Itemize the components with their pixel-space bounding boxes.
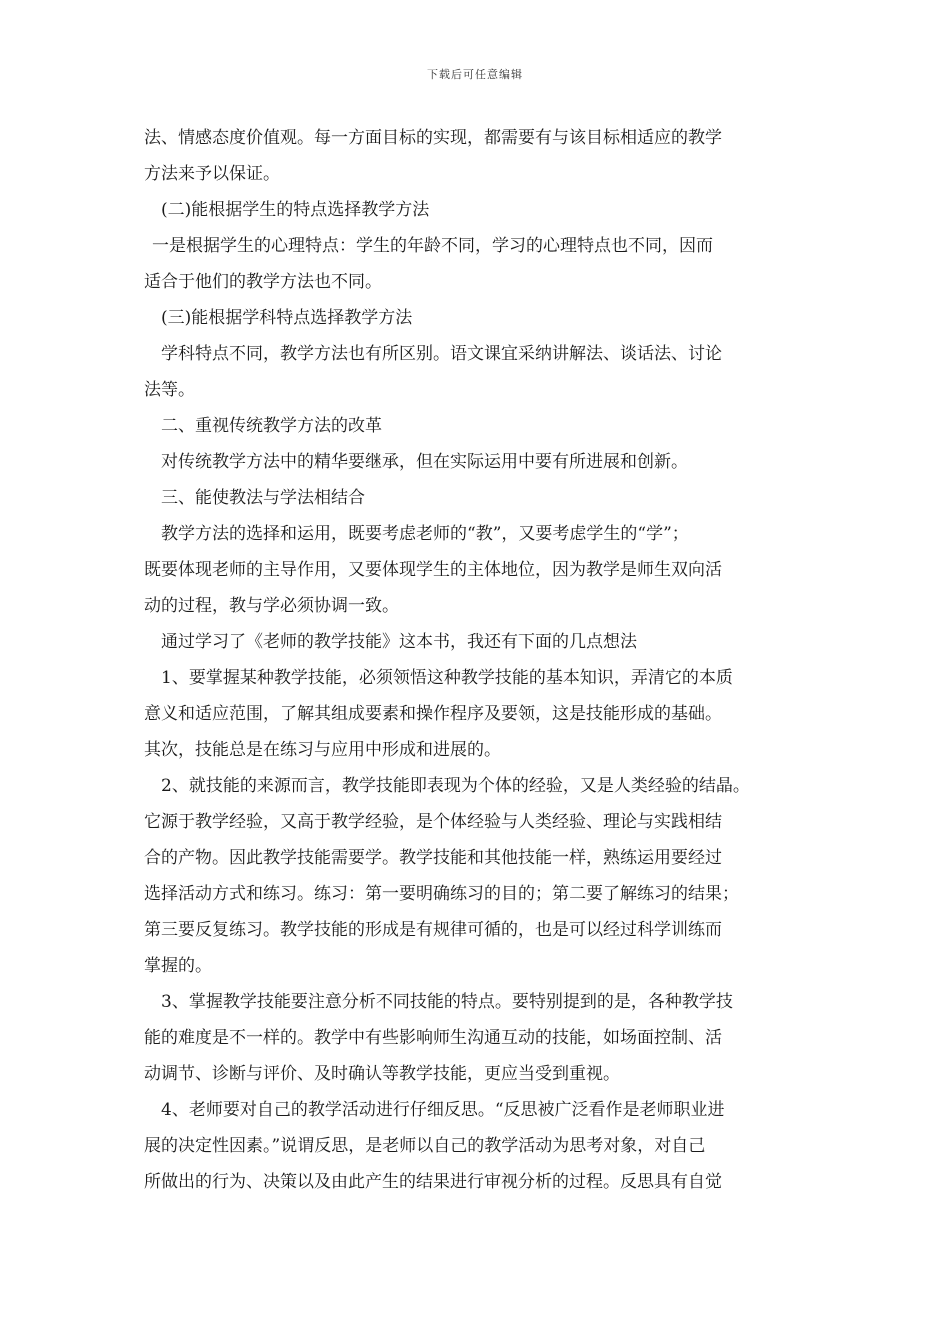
paragraph-line: 动调节、诊断与评价、及时确认等教学技能，更应当受到重视。 bbox=[144, 1064, 620, 1084]
section-heading: 三、能使教法与学法相结合 bbox=[161, 488, 365, 508]
paragraph-line: 通过学习了《老师的教学技能》这本书，我还有下面的几点想法 bbox=[161, 632, 637, 652]
paragraph-line: 意义和适应范围，了解其组成要素和操作程序及要领，这是技能形成的基础。 bbox=[144, 704, 722, 724]
paragraph-line: 法、情感态度价值观。每一方面目标的实现，都需要有与该目标相适应的教学 bbox=[144, 128, 722, 148]
paragraph-line: 既要体现老师的主导作用，又要体现学生的主体地位，因为教学是师生双向活 bbox=[144, 560, 722, 580]
paragraph-line: 第三要反复练习。教学技能的形成是有规律可循的，也是可以经过科学训练而 bbox=[144, 920, 722, 940]
list-item: 4、老师要对自己的教学活动进行仔细反思。“反思被广泛看作是老师职业进 bbox=[161, 1100, 725, 1120]
list-item: 3、掌握教学技能要注意分析不同技能的特点。要特别提到的是，各种教学技 bbox=[161, 992, 733, 1012]
paragraph-line: 它源于教学经验，又高于教学经验，是个体经验与人类经验、理论与实践相结 bbox=[144, 812, 722, 832]
paragraph-line: 学科特点不同，教学方法也有所区别。语文课宜采纳讲解法、谈话法、讨论 bbox=[161, 344, 722, 364]
paragraph-line: 一是根据学生的心理特点：学生的年龄不同，学习的心理特点也不同，因而 bbox=[152, 236, 713, 256]
paragraph-line: 掌握的。 bbox=[144, 956, 212, 976]
paragraph-line: 所做出的行为、决策以及由此产生的结果进行审视分析的过程。反思具有自觉 bbox=[144, 1172, 722, 1192]
section-heading: 二、重视传统教学方法的改革 bbox=[161, 416, 382, 436]
paragraph-line: 选择活动方式和练习。练习：第一要明确练习的目的；第二要了解练习的结果； bbox=[144, 884, 739, 904]
document-body bbox=[144, 120, 814, 1200]
paragraph-line: 动的过程，教与学必须协调一致。 bbox=[144, 596, 399, 616]
section-heading: (三)能根据学科特点选择教学方法 bbox=[161, 308, 413, 328]
section-heading: (二)能根据学生的特点选择教学方法 bbox=[161, 200, 430, 220]
list-item: 1、要掌握某种教学技能，必须领悟这种教学技能的基本知识，弄清它的本质 bbox=[161, 668, 733, 688]
paragraph-line: 合的产物。因此教学技能需要学。教学技能和其他技能一样，熟练运用要经过 bbox=[144, 848, 722, 868]
paragraph-line: 法等。 bbox=[144, 380, 195, 400]
paragraph-line: 其次，技能总是在练习与应用中形成和进展的。 bbox=[144, 740, 501, 760]
paragraph-line: 教学方法的选择和运用，既要考虑老师的“教”，又要考虑学生的“学”； bbox=[161, 524, 689, 544]
list-item: 2、就技能的来源而言，教学技能即表现为个体的经验，又是人类经验的结晶。 bbox=[161, 776, 750, 796]
paragraph-line: 展的决定性因素。”说谓反思，是老师以自己的教学活动为思考对象，对自己 bbox=[144, 1136, 706, 1156]
paragraph-line: 适合于他们的教学方法也不同。 bbox=[144, 272, 382, 292]
paragraph-line: 能的难度是不一样的。教学中有些影响师生沟通互动的技能，如场面控制、活 bbox=[144, 1028, 722, 1048]
page-header: 下载后可任意编辑 bbox=[427, 68, 523, 81]
paragraph-line: 对传统教学方法中的精华要继承，但在实际运用中要有所进展和创新。 bbox=[161, 452, 688, 472]
paragraph-line: 方法来予以保证。 bbox=[144, 164, 280, 184]
